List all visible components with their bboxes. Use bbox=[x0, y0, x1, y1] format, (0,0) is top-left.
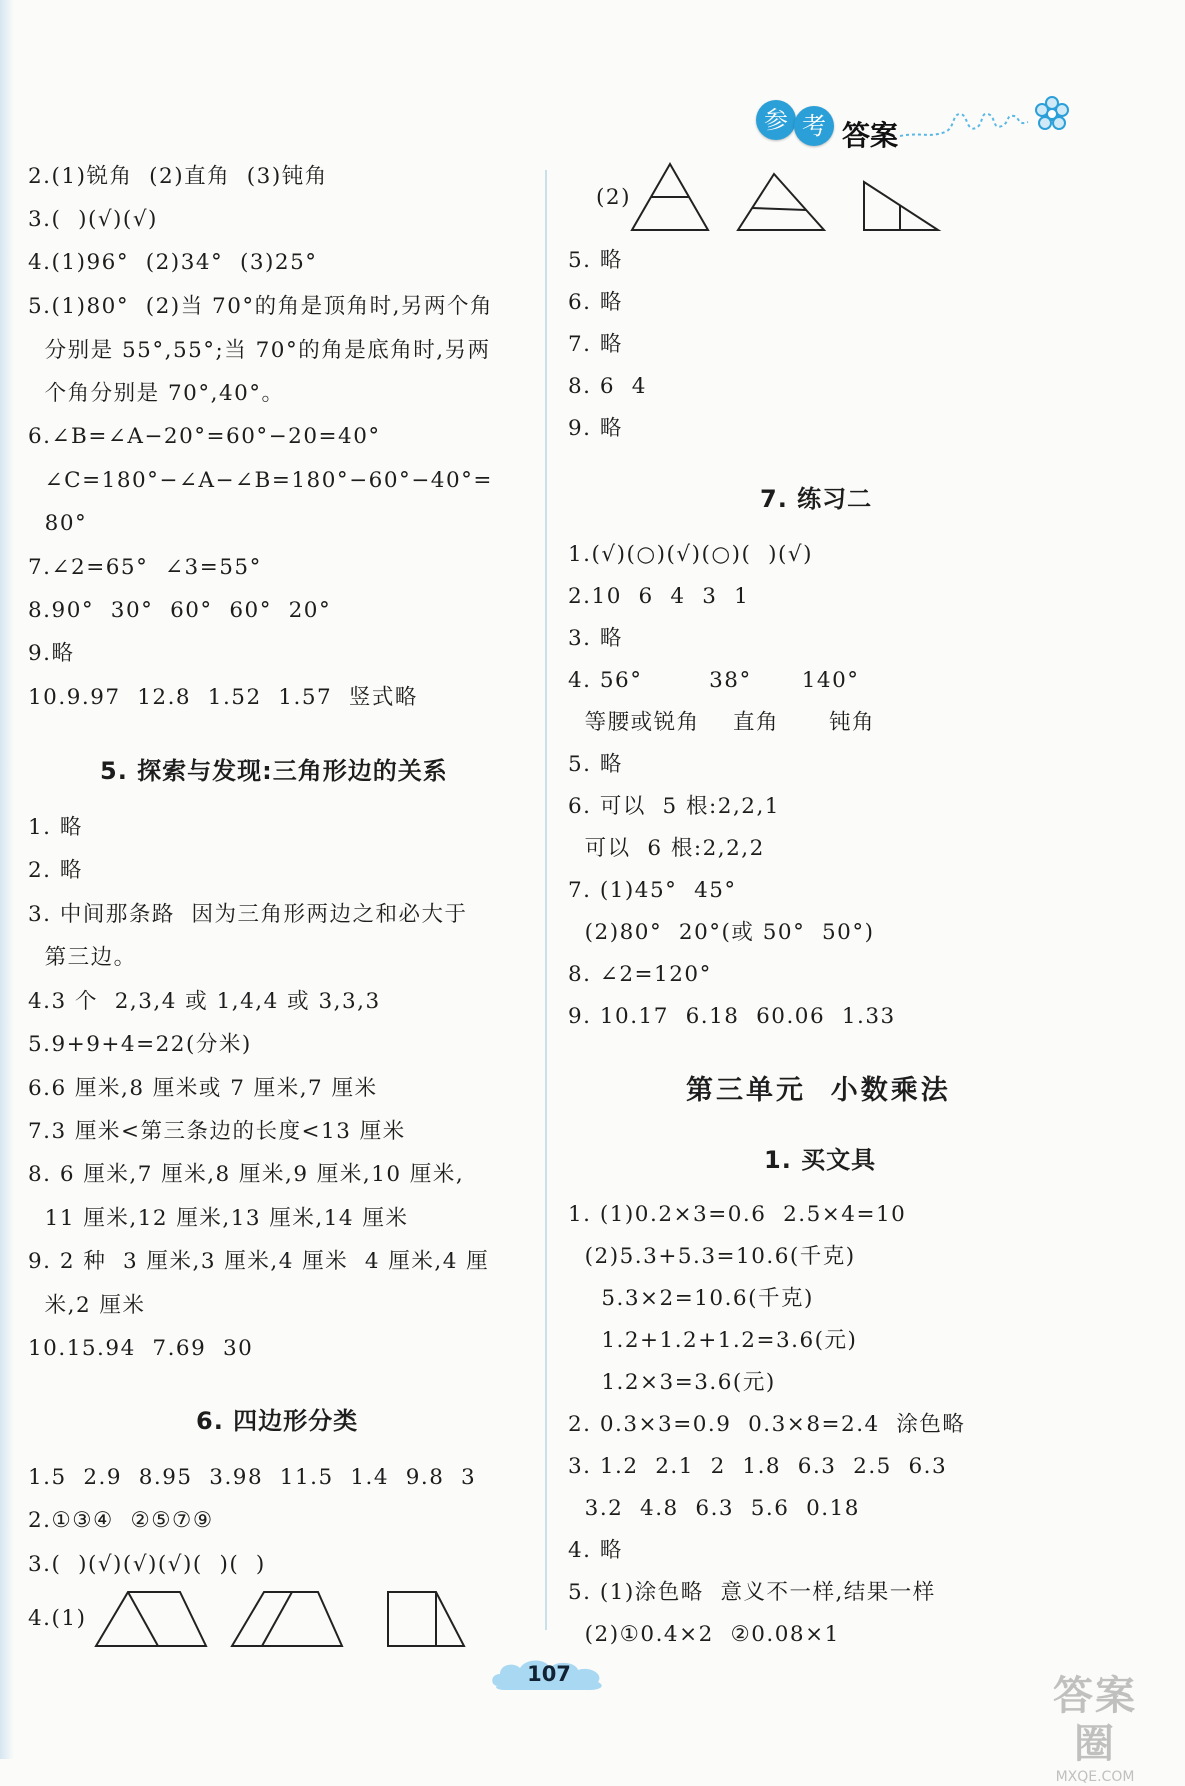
answer-line: 5.3×2=10.6(千克) bbox=[568, 1286, 814, 1311]
answer-line: 9. 10.17 6.18 60.06 1.33 bbox=[568, 1004, 896, 1029]
answer-line: 7.∠2=65° ∠3=55° bbox=[28, 555, 262, 580]
watermark-url: MXQE.COM bbox=[1055, 1769, 1135, 1785]
triangle-figures bbox=[628, 160, 948, 234]
answer-line: 6.6 厘米,8 厘米或 7 厘米,7 厘米 bbox=[28, 1076, 378, 1101]
answer-line: ∠C=180°−∠A−∠B=180°−60°−40°= bbox=[28, 468, 493, 493]
trapezoid-figures bbox=[92, 1588, 522, 1650]
section-heading: 1. 买文具 bbox=[764, 1146, 877, 1174]
answer-line: 3.2 4.8 6.3 5.6 0.18 bbox=[568, 1496, 860, 1521]
answer-line: 米,2 厘米 bbox=[28, 1293, 146, 1318]
answer-line: 1.2+1.2+1.2=3.6(元) bbox=[568, 1328, 858, 1353]
answer-line: 6.∠B=∠A−20°=60°−20=40° bbox=[28, 424, 381, 449]
answer-line: 7.3 厘米<第三条边的长度<13 厘米 bbox=[28, 1119, 406, 1144]
answer-line: 4.(1) bbox=[28, 1606, 87, 1631]
answer-line: 1.2×3=3.6(元) bbox=[568, 1370, 776, 1395]
page-number: 107 bbox=[527, 1662, 571, 1686]
answer-line: 80° bbox=[28, 511, 88, 536]
flower-swirl-icon bbox=[900, 92, 1080, 148]
page-edge-tint bbox=[0, 0, 14, 1759]
answer-line: 5.9+9+4=22(分米) bbox=[28, 1032, 252, 1057]
answer-line: 6. 略 bbox=[568, 290, 623, 315]
answer-line: (2)5.3+5.3=10.6(千克) bbox=[568, 1244, 856, 1269]
badge-char-1: 参 bbox=[756, 100, 796, 140]
answer-line: 5.(1)80° (2)当 70°的角是顶角时,另两个角 bbox=[28, 294, 493, 319]
answer-line: (2)80° 20°(或 50° 50°) bbox=[568, 920, 875, 945]
answer-line: 等腰或锐角 直角 钝角 bbox=[568, 710, 876, 735]
answer-line: 3.( )(√)(√) bbox=[28, 207, 158, 232]
section-heading: 6. 四边形分类 bbox=[196, 1407, 359, 1435]
answer-line: 2.①③④ ②⑤⑦⑨ bbox=[28, 1508, 214, 1533]
answer-line: 4.(1)96° (2)34° (3)25° bbox=[28, 250, 318, 275]
answer-line: 3. 略 bbox=[568, 626, 623, 651]
answer-line: 2.(1)锐角 (2)直角 (3)钝角 bbox=[28, 164, 328, 189]
answer-line: 分别是 55°,55°;当 70°的角是底角时,另两 bbox=[28, 338, 491, 363]
answer-line: 6. 可以 5 根:2,2,1 bbox=[568, 794, 780, 819]
answer-line: 2.10 6 4 3 1 bbox=[568, 584, 750, 609]
answer-line: 4.3 个 2,3,4 或 1,4,4 或 3,3,3 bbox=[28, 989, 381, 1014]
answer-line: (2)①0.4×2 ②0.08×1 bbox=[568, 1622, 840, 1647]
answer-line: 5. 略 bbox=[568, 248, 623, 273]
answer-line: 8.90° 30° 60° 60° 20° bbox=[28, 598, 332, 623]
watermark bbox=[1035, 1672, 1155, 1785]
badge-char-2: 考 bbox=[794, 106, 834, 146]
answer-line: 1.5 2.9 8.95 3.98 11.5 1.4 9.8 3 bbox=[28, 1465, 477, 1490]
answer-line: 3. 中间那条路 因为三角形两边之和必大于 bbox=[28, 902, 468, 927]
answer-line: 10.15.94 7.69 30 bbox=[28, 1336, 254, 1361]
answer-line: 10.9.97 12.8 1.52 1.57 竖式略 bbox=[28, 685, 418, 710]
answer-line: 9. 略 bbox=[568, 416, 623, 441]
badge-title: 答案 bbox=[842, 119, 899, 152]
answer-line: 11 厘米,12 厘米,13 厘米,14 厘米 bbox=[28, 1206, 409, 1231]
answer-line: 1. 略 bbox=[28, 815, 83, 840]
answer-line: 1.(√)(○)(√)(○)( )(√) bbox=[568, 542, 813, 567]
answer-line: 3. 1.2 2.1 2 1.8 6.3 2.5 6.3 bbox=[568, 1454, 948, 1479]
answer-line: 可以 6 根:2,2,2 bbox=[568, 836, 765, 861]
page-number-badge bbox=[490, 1656, 608, 1692]
answer-line: 3.( )(√)(√)(√)( )( ) bbox=[28, 1552, 266, 1577]
section-heading: 5. 探索与发现:三角形边的关系 bbox=[100, 757, 448, 785]
answer-line: 2. 略 bbox=[28, 858, 83, 883]
answer-line: 9.略 bbox=[28, 641, 75, 666]
answer-line: (2) bbox=[596, 185, 631, 210]
answer-line: 5. (1)涂色略 意义不一样,结果一样 bbox=[568, 1580, 936, 1605]
answer-line: 7. (1)45° 45° bbox=[568, 878, 737, 903]
answer-line: 第三边。 bbox=[28, 945, 137, 970]
answer-line: 8. ∠2=120° bbox=[568, 962, 712, 987]
answer-line: 1. (1)0.2×3=0.6 2.5×4=10 bbox=[568, 1202, 907, 1227]
unit-heading: 第三单元 小数乘法 bbox=[686, 1075, 951, 1106]
answer-line: 8. 6 4 bbox=[568, 374, 647, 399]
watermark-logo: 答案圈 bbox=[1053, 1673, 1137, 1767]
section-heading: 7. 练习二 bbox=[760, 485, 873, 513]
answer-line: 个角分别是 70°,40°。 bbox=[28, 381, 285, 406]
answer-line: 4. 56° 38° 140° bbox=[568, 668, 860, 693]
answer-line: 8. 6 厘米,7 厘米,8 厘米,9 厘米,10 厘米, bbox=[28, 1162, 465, 1187]
answer-line: 4. 略 bbox=[568, 1538, 623, 1563]
answer-line: 7. 略 bbox=[568, 332, 623, 357]
answer-line: 5. 略 bbox=[568, 752, 623, 777]
answer-line: 2. 0.3×3=0.9 0.3×8=2.4 涂色略 bbox=[568, 1412, 966, 1437]
answer-key-badge bbox=[750, 92, 1080, 152]
answer-line: 9. 2 种 3 厘米,3 厘米,4 厘米 4 厘米,4 厘 bbox=[28, 1249, 490, 1274]
column-divider bbox=[545, 170, 547, 1630]
